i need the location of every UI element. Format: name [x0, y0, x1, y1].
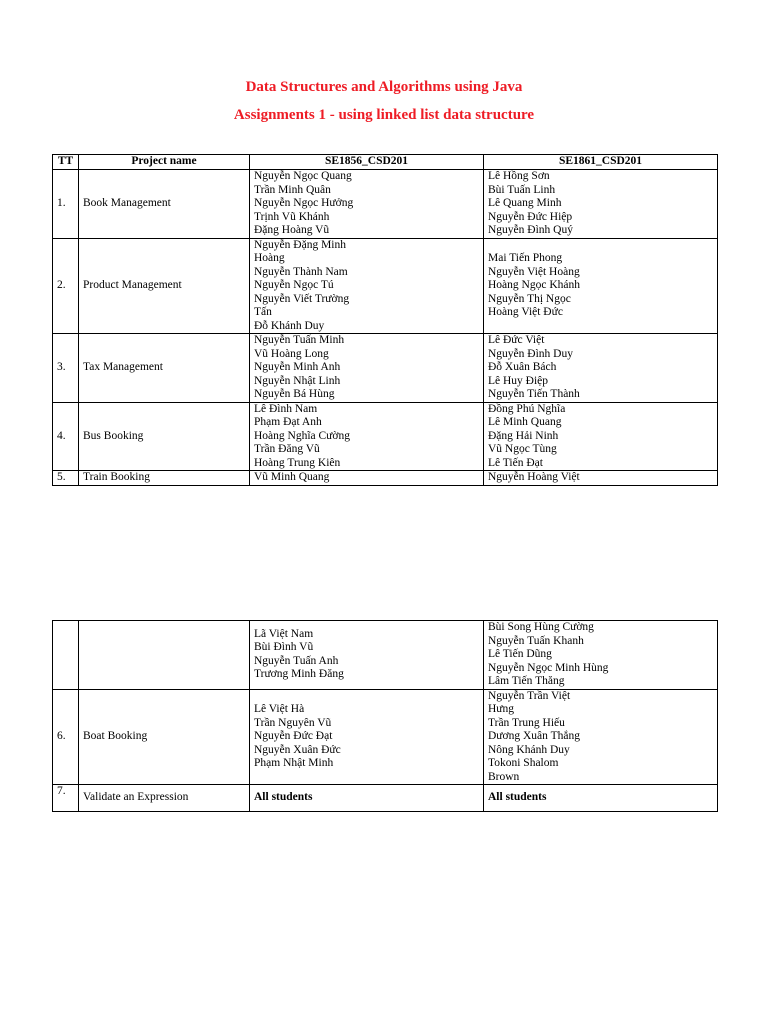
student-name: Nguyễn Đức Đạt: [254, 730, 333, 742]
student-name: Tấn: [254, 306, 272, 318]
students-se1861: [484, 621, 718, 690]
students-se1861: [484, 334, 718, 403]
student-name: Hoàng: [254, 252, 285, 264]
student-name: Trần Nguyên Vũ: [254, 716, 332, 729]
header-project-name: Project name: [79, 155, 250, 170]
student-name: Lê Tiến Đạt: [488, 456, 543, 469]
table-header-row: [53, 155, 718, 170]
student-name: Lê Đình Nam: [254, 402, 318, 415]
students-se1856: [250, 402, 484, 471]
document-subtitle: Assignments 1 - using linked list data structure: [233, 107, 535, 123]
student-name: Lê Đức Việt: [488, 334, 545, 346]
student-name: Brown: [488, 770, 520, 783]
student-name: Nguyễn Viết Trường: [254, 292, 350, 305]
students-se1856: [250, 471, 484, 486]
student-name: Nguyễn Tuấn Minh: [254, 334, 345, 346]
project-name: Product Management: [79, 238, 250, 334]
student-name: Lê Minh Quang: [488, 416, 562, 428]
document-title: Data Structures and Algorithms using Java: [245, 79, 523, 95]
student-name: Phạm Đạt Anh: [254, 416, 322, 428]
header-class-se1861: SE1861_CSD201: [484, 155, 718, 170]
student-name: Lê Quang Minh: [488, 197, 562, 209]
student-name: Mai Tiến Phong: [488, 252, 563, 264]
student-name: Nguyễn Tuấn Khanh: [488, 634, 584, 647]
student-name: Vũ Minh Quang: [254, 471, 330, 483]
student-name: Hưng: [488, 703, 515, 715]
header-class-se1856: SE1856_CSD201: [250, 155, 484, 170]
student-name: Nguyễn Ngọc Quang: [254, 170, 352, 182]
students-se1861: [484, 785, 718, 812]
student-name: Hoàng Ngọc Khánh: [488, 279, 580, 291]
student-name: Trần Đăng Vũ: [254, 443, 320, 455]
student-name: Nguyễn Ngọc Minh Hùng: [488, 661, 609, 674]
student-name: Trần Trung Hiếu: [488, 716, 565, 729]
student-name: Vũ Hoàng Long: [254, 347, 329, 360]
student-name: Nguyễn Tiến Thành: [488, 388, 580, 400]
table-row: [53, 334, 718, 403]
row-number: 3.: [53, 334, 79, 403]
student-name: Đỗ Khánh Duy: [254, 319, 325, 332]
student-name: Hoàng Nghĩa Cường: [254, 429, 350, 442]
student-name: Trương Minh Đăng: [254, 668, 344, 681]
student-name: Nguyễn Bá Hùng: [254, 388, 335, 400]
table-row: [53, 170, 718, 239]
students-se1856: [250, 689, 484, 785]
row-number: [53, 621, 79, 690]
student-name: Nguyễn Thị Ngọc: [488, 292, 571, 305]
student-name: Bùi Đình Vũ: [254, 641, 314, 654]
student-name: Trần Minh Quân: [254, 183, 331, 196]
student-name: Lâm Tiến Thăng: [488, 675, 565, 687]
header-tt: TT: [53, 155, 79, 170]
row-number: 6.: [53, 689, 79, 785]
student-name: Nguyễn Hoàng Việt: [488, 471, 580, 483]
row-number: 7.: [53, 785, 79, 812]
project-name: Validate an Expression: [79, 785, 250, 812]
students-se1861: [484, 170, 718, 239]
student-name: Nguyễn Đức Hiệp: [488, 210, 573, 223]
students-se1856: [250, 170, 484, 239]
student-name: Đồng Phú Nghĩa: [488, 402, 566, 415]
student-name: Nguyễn Xuân Đức: [254, 743, 341, 756]
table-row: [53, 238, 718, 334]
student-group-label: All students: [488, 791, 547, 804]
table-row: [53, 402, 718, 471]
student-name: Dương Xuân Thắng: [488, 730, 580, 742]
project-name: Train Booking: [79, 471, 250, 486]
student-name: Trịnh Vũ Khánh: [254, 210, 330, 223]
student-name: Phạm Nhật Minh: [254, 757, 334, 769]
student-name: Hoàng Việt Đức: [488, 306, 563, 318]
student-name: Đặng Hải Ninh: [488, 429, 559, 442]
project-name: Bus Booking: [79, 402, 250, 471]
student-group-label: All students: [254, 791, 313, 804]
table-row: [53, 785, 718, 812]
student-name: Nguyễn Ngọc Hưởng: [254, 197, 354, 209]
student-name: Nguyễn Trần Việt: [488, 689, 571, 702]
student-name: Lã Việt Nam: [254, 627, 314, 640]
project-name: Tax Management: [79, 334, 250, 403]
students-se1861: [484, 471, 718, 486]
project-name: [79, 621, 250, 690]
row-number: 1.: [53, 170, 79, 239]
student-name: Đỗ Xuân Bách: [488, 361, 557, 373]
row-number: 5.: [53, 471, 79, 486]
student-name: Nông Khánh Duy: [488, 743, 570, 756]
student-name: Lê Tiến Dũng: [488, 648, 552, 660]
student-name: Bùi Tuấn Linh: [488, 183, 556, 196]
student-name: Nguyễn Đình Duy: [488, 347, 573, 360]
students-se1861: [484, 402, 718, 471]
row-number: 4.: [53, 402, 79, 471]
assignment-table: [52, 154, 718, 486]
student-name: Lê Hồng Sơn: [488, 170, 550, 182]
students-se1856: [250, 785, 484, 812]
student-name: Nguyễn Đặng Minh: [254, 238, 346, 251]
table-row: [53, 621, 718, 690]
student-name: Vũ Ngọc Tùng: [488, 443, 557, 455]
students-se1861: [484, 238, 718, 334]
student-name: Tokoni Shalom: [488, 757, 559, 769]
student-name: Nguyễn Minh Anh: [254, 361, 341, 373]
student-name: Lê Việt Hà: [254, 703, 305, 715]
student-name: Nguyễn Nhật Linh: [254, 374, 341, 387]
student-name: Bùi Song Hùng Cường: [488, 621, 594, 633]
student-name: Nguyễn Thành Nam: [254, 265, 348, 278]
students-se1856: [250, 621, 484, 690]
table-row: [53, 471, 718, 486]
project-name: Book Management: [79, 170, 250, 239]
table-row: [53, 689, 718, 785]
student-name: Hoàng Trung Kiên: [254, 456, 341, 469]
student-name: Nguyễn Ngọc Tú: [254, 279, 334, 291]
student-name: Nguyễn Tuấn Anh: [254, 654, 339, 667]
student-name: Nguyễn Đình Quý: [488, 224, 573, 236]
student-name: Lê Huy Điệp: [488, 374, 549, 387]
student-name: Đặng Hoàng Vũ: [254, 224, 330, 236]
row-number: 2.: [53, 238, 79, 334]
students-se1856: [250, 334, 484, 403]
student-name: Nguyễn Việt Hoàng: [488, 265, 580, 278]
students-se1856: [250, 238, 484, 334]
assignment-table-continued: [52, 620, 718, 812]
students-se1861: [484, 689, 718, 785]
project-name: Boat Booking: [79, 689, 250, 785]
